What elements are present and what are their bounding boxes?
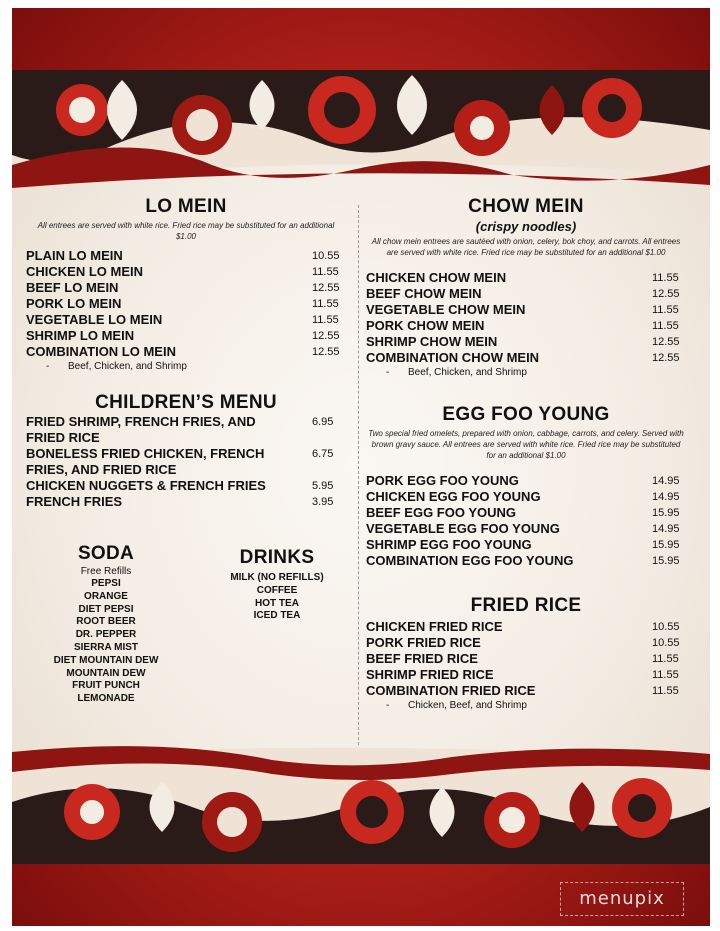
- soda-item: ROOT BEER: [76, 616, 136, 628]
- beverages-area: [26, 543, 346, 723]
- menupix-watermark: menupix: [560, 882, 684, 916]
- item-name: SHRIMP CHOW MEIN: [366, 334, 498, 349]
- drink-item: COFFEE: [256, 584, 298, 596]
- item-price: 6.75: [312, 448, 334, 460]
- egg-foo-young-items: [366, 473, 686, 569]
- soda-title: SODA: [77, 543, 135, 564]
- top-decorative-band: [12, 70, 710, 190]
- item-price: 10.55: [652, 621, 680, 633]
- menu-item: [26, 280, 346, 296]
- soda-item: LEMONADE: [77, 693, 135, 705]
- item-name: PORK CHOW MEIN: [366, 318, 485, 333]
- menu-item: [366, 683, 686, 699]
- item-price: 11.55: [652, 685, 679, 697]
- item-price: 15.95: [652, 507, 680, 519]
- item-price: 12.55: [652, 288, 680, 300]
- item-price: 10.55: [652, 637, 680, 649]
- drink-item: HOT TEA: [255, 597, 299, 609]
- bottom-decorative-band: [12, 742, 710, 864]
- item-name: CHICKEN CHOW MEIN: [366, 270, 507, 285]
- dash: -: [386, 700, 390, 711]
- soda-item: FRUIT PUNCH: [72, 680, 140, 692]
- menu-item: [26, 344, 346, 360]
- item-price: 15.95: [652, 555, 680, 567]
- item-price: 11.55: [652, 669, 679, 681]
- chow-mein-note: All chow mein entrees are sautéed with onion, celery, bok choy, and carrots. All entrees are served with white rice. Fried rice may be substituted for an additional $1.00: [371, 237, 681, 257]
- item-price: 5.95: [312, 480, 334, 492]
- left-column: [26, 196, 346, 510]
- drinks-section: [214, 547, 340, 623]
- item-name: CHICKEN NUGGETS & FRENCH FRIES: [26, 478, 266, 493]
- fried-rice-title: FRIED RICE: [470, 595, 582, 616]
- childrens-menu-title: CHILDREN’S MENU: [95, 392, 277, 413]
- item-name: COMBINATION FRIED RICE: [366, 683, 536, 698]
- item-name: BEEF LO MEIN: [26, 280, 119, 295]
- item-price: 6.95: [312, 416, 334, 428]
- item-name: PORK EGG FOO YOUNG: [366, 473, 519, 488]
- item-name: SHRIMP EGG FOO YOUNG: [366, 537, 532, 552]
- item-name: SHRIMP FRIED RICE: [366, 667, 494, 682]
- lo-mein-section: [26, 196, 346, 374]
- menu-item: [366, 553, 686, 569]
- item-price: 15.95: [652, 539, 680, 551]
- item-name: VEGETABLE EGG FOO YOUNG: [366, 521, 560, 536]
- item-price: 10.55: [312, 250, 340, 262]
- menu-item: [366, 302, 686, 318]
- soda-list: [36, 578, 176, 706]
- item-price: 12.55: [312, 346, 340, 358]
- combination-note-text: Beef, Chicken, and Shrimp: [408, 367, 527, 378]
- menu-item: [26, 264, 346, 280]
- item-name: BEEF FRIED RICE: [366, 651, 478, 666]
- childrens-items: [26, 414, 346, 510]
- menu-item: [366, 667, 686, 683]
- menu-item: [366, 619, 686, 635]
- menu-item: [366, 505, 686, 521]
- combination-note-text: Beef, Chicken, and Shrimp: [68, 361, 187, 372]
- item-name: VEGETABLE CHOW MEIN: [366, 302, 526, 317]
- item-name: COMBINATION CHOW MEIN: [366, 350, 540, 365]
- right-column: [366, 196, 686, 713]
- item-price: 14.95: [652, 491, 680, 503]
- free-refills-label: Free Refills: [80, 566, 132, 577]
- item-name: COMBINATION EGG FOO YOUNG: [366, 553, 574, 568]
- item-price: 11.55: [652, 304, 679, 316]
- item-price: 11.55: [312, 298, 339, 310]
- chow-mein-section: [366, 196, 686, 380]
- soda-item: DIET MOUNTAIN DEW: [53, 654, 159, 666]
- item-price: 11.55: [652, 320, 679, 332]
- egg-foo-young-section: [366, 404, 686, 569]
- item-price: 14.95: [652, 523, 680, 535]
- combination-note: [366, 699, 686, 713]
- soda-section: [36, 543, 176, 706]
- menu-item: [26, 296, 346, 312]
- item-price: 11.55: [652, 653, 679, 665]
- egg-foo-young-title: EGG FOO YOUNG: [442, 404, 610, 425]
- item-name: CHICKEN LO MEIN: [26, 264, 143, 279]
- childrens-menu-section: [26, 392, 346, 510]
- item-name: CHICKEN EGG FOO YOUNG: [366, 489, 541, 504]
- soda-item: SIERRA MIST: [73, 641, 139, 653]
- menu-item: [26, 248, 346, 264]
- item-name: PORK FRIED RICE: [366, 635, 481, 650]
- menu-item: [366, 635, 686, 651]
- menu-item: [366, 473, 686, 489]
- drinks-title: DRINKS: [239, 547, 315, 568]
- item-price: 11.55: [312, 314, 339, 326]
- soda-item: PEPSI: [91, 578, 121, 589]
- dash: -: [386, 367, 390, 378]
- menu-item: [366, 651, 686, 667]
- column-divider: [358, 205, 359, 745]
- item-name: CHICKEN FRIED RICE: [366, 619, 503, 634]
- menu-item: [366, 270, 686, 286]
- item-name: BEEF EGG FOO YOUNG: [366, 505, 517, 520]
- menu-item: [366, 521, 686, 537]
- drink-item: ICED TEA: [253, 610, 301, 622]
- menu-item: [26, 478, 346, 494]
- dash: -: [46, 361, 50, 372]
- egg-foo-young-note: Two special fried omelets, prepared with onion, cabbage, carrots, and celery. Served with brown gravy sauce. All entrees are served with white rice. Fried rice may be substituted for an additional $1.00: [368, 429, 684, 460]
- menu-item: [366, 537, 686, 553]
- item-price: 12.55: [312, 330, 340, 342]
- lo-mein-title: LO MEIN: [145, 196, 227, 217]
- soda-item: DIET PEPSI: [78, 603, 134, 615]
- chow-mein-subtitle: (crispy noodles): [475, 219, 577, 234]
- menu-item: [26, 328, 346, 344]
- top-pattern-art: [12, 70, 710, 190]
- item-name: PORK LO MEIN: [26, 296, 122, 311]
- drink-item: MILK (NO REFILLS): [230, 572, 324, 583]
- fried-rice-section: [366, 595, 686, 713]
- item-name: SHRIMP LO MEIN: [26, 328, 135, 343]
- menu-item: [366, 350, 686, 366]
- combination-note: [26, 360, 346, 374]
- combination-note-text: Chicken, Beef, and Shrimp: [408, 700, 527, 711]
- menu-item: [366, 318, 686, 334]
- chow-mein-items: [366, 270, 686, 380]
- item-price: 12.55: [312, 282, 340, 294]
- item-price: 3.95: [312, 496, 334, 508]
- item-price: 14.95: [652, 475, 680, 487]
- chow-mein-title: CHOW MEIN: [468, 196, 584, 217]
- bottom-pattern-art: [12, 742, 710, 864]
- menu-item: [26, 494, 346, 510]
- item-price: 12.55: [652, 336, 680, 348]
- soda-item: DR. PEPPER: [75, 629, 137, 641]
- item-name: BEEF CHOW MEIN: [366, 286, 482, 301]
- lo-mein-note: All entrees are served with white rice. Fried rice may be substituted for an additional $1.00: [37, 221, 335, 241]
- item-name: PLAIN LO MEIN: [26, 248, 123, 263]
- menu-item: [26, 414, 346, 446]
- menu-item: [26, 312, 346, 328]
- item-name: VEGETABLE LO MEIN: [26, 312, 163, 327]
- lo-mein-items: [26, 248, 346, 374]
- item-price: 11.55: [312, 266, 339, 278]
- fried-rice-items: [366, 619, 686, 713]
- drinks-list: [214, 572, 340, 623]
- soda-item: MOUNTAIN DEW: [66, 667, 146, 679]
- item-name: COMBINATION LO MEIN: [26, 344, 176, 359]
- menu-item: [366, 489, 686, 505]
- soda-item: ORANGE: [84, 590, 128, 602]
- item-price: 11.55: [652, 272, 679, 284]
- item-name: FRIED SHRIMP, FRENCH FRIES, AND FRIED RICE: [26, 414, 256, 445]
- menu-item: [366, 334, 686, 350]
- item-name: BONELESS FRIED CHICKEN, FRENCH FRIES, AND FRIED RICE: [26, 446, 265, 477]
- combination-note: [366, 366, 686, 380]
- item-price: 12.55: [652, 352, 680, 364]
- item-name: FRENCH FRIES: [26, 494, 123, 509]
- menu-item: [26, 446, 346, 478]
- menu-item: [366, 286, 686, 302]
